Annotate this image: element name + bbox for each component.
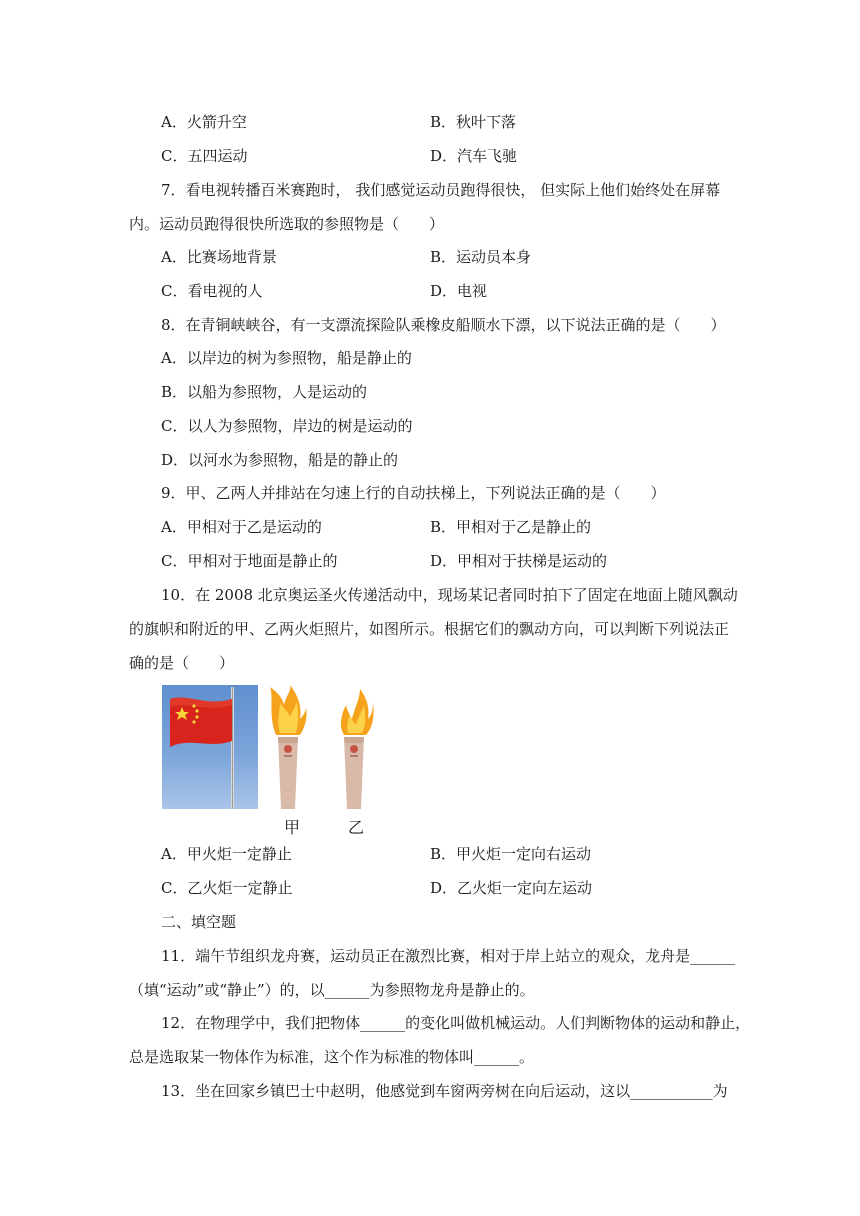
q7-option-c: C．看电视的人	[161, 282, 263, 300]
q7-stem-line2: 内。运动员跑得很快所选取的参照物是（ ）	[129, 215, 445, 233]
torch-jia	[268, 685, 308, 809]
q13-line1: 13．坐在回家乡镇巴士中赵明，他感觉到车窗两旁树在向后运动，这以___________为	[161, 1082, 728, 1100]
q7-option-b: B．运动员本身	[430, 248, 532, 266]
q9-option-d: D．甲相对于扶梯是运动的	[430, 552, 608, 570]
q10-option-a: A．甲火炬一定静止	[161, 845, 292, 863]
q7-option-d: D．电视	[430, 282, 488, 300]
q11-line2: （填“运动”或“静止”）的，以______为参照物龙舟是静止的。	[129, 981, 535, 999]
q6-option-c: C．五四运动	[161, 147, 248, 165]
torch-yi	[334, 685, 374, 809]
q10-figure	[162, 685, 382, 835]
q8-option-b: B．以船为参照物，人是运动的	[161, 383, 368, 401]
q7-option-a: A．比赛场地背景	[161, 248, 277, 266]
q10-stem-line2: 的旗帜和附近的甲、乙两火炬照片，如图所示。根据它们的飘动方向，可以判断下列说法正	[129, 620, 730, 638]
q8-option-d: D．以河水为参照物，船是的静止的	[161, 451, 399, 469]
figure-label-jia: 甲	[284, 818, 301, 837]
q12-line1: 12．在物理学中，我们把物体______的变化叫做机械运动。人们判断物体的运动和静止，	[161, 1014, 751, 1032]
flag-photo	[162, 685, 258, 809]
q9-option-c: C．甲相对于地面是静止的	[161, 552, 338, 570]
q7-stem-line1: 7．看电视转播百米赛跑时， 我们感觉运动员跑得很快， 但实际上他们始终处在屏幕	[161, 181, 721, 199]
q9-option-b: B．甲相对于乙是静止的	[430, 518, 592, 536]
q10-option-c: C．乙火炬一定静止	[161, 879, 293, 897]
q10-stem-line3: 确的是（ ）	[129, 654, 235, 672]
torch-yi-icon	[334, 685, 374, 809]
q8-option-c: C．以人为参照物，岸边的树是运动的	[161, 417, 413, 435]
q6-option-b: B．秋叶下落	[430, 113, 517, 131]
q8-stem: 8．在青铜峡峡谷，有一支漂流探险队乘橡皮船顺水下漂，以下说法正确的是（ ）	[161, 316, 726, 334]
q6-option-d: D．汽车飞驰	[430, 147, 518, 165]
q8-option-a: A．以岸边的树为参照物，船是静止的	[161, 349, 412, 367]
section-title-fill-in: 二、填空题	[161, 913, 237, 931]
q10-option-d: D．乙火炬一定向左运动	[430, 879, 593, 897]
torch-jia-icon	[268, 685, 308, 809]
q10-stem-line1: 10．在 2008 北京奥运圣火传递活动中，现场某记者同时拍下了固定在地面上随风飘动	[161, 586, 738, 604]
figure-label-yi: 乙	[348, 818, 365, 837]
q10-option-b: B．甲火炬一定向右运动	[430, 845, 592, 863]
q12-line2: 总是选取某一物体作为标准，这个作为标准的物体叫______。	[129, 1048, 535, 1066]
q9-stem: 9．甲、乙两人并排站在匀速上行的自动扶梯上，下列说法正确的是（ ）	[161, 484, 666, 502]
q9-option-a: A．甲相对于乙是运动的	[161, 518, 322, 536]
q11-line1: 11．端午节组织龙舟赛，运动员正在激烈比赛，相对于岸上站立的观众，龙舟是______	[161, 947, 736, 965]
q6-option-a: A．火箭升空	[161, 113, 247, 131]
flag-icon	[162, 685, 258, 809]
